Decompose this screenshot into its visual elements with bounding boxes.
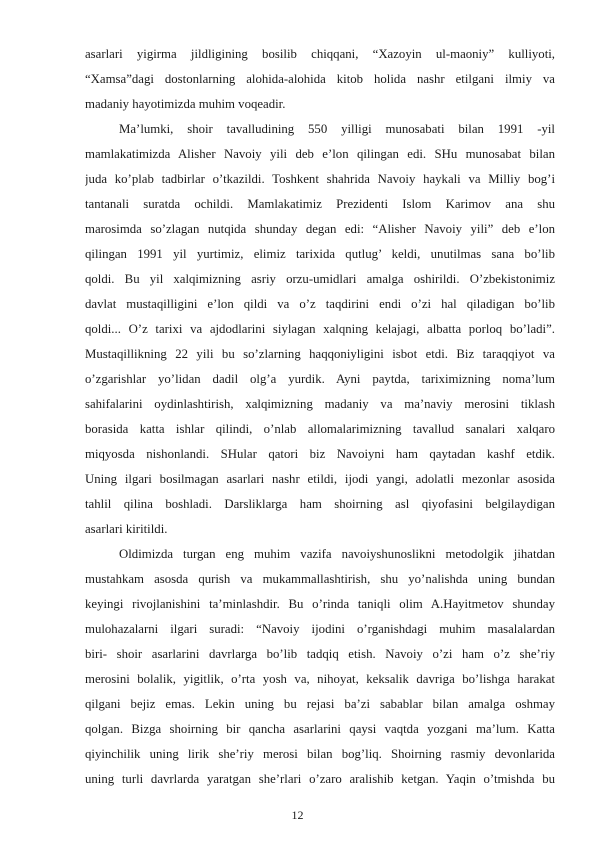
text-line: madaniy hayotimizda muhim voqeadir. [85,97,286,111]
text-line: Oldimizda turgan eng muhim vazifa navoiyshunoslikni metodolgik jihatdan [119,547,555,561]
text-line: marosimda so’zlagan nutqida shunday degan edi: “Alisher Navoiy yili” deb e’lon [85,222,555,236]
text-line: miqyosda nishonlandi. SHular qatori biz Navoiyni ham qaytadan kashf etdik. [85,447,555,461]
text-line: borasida katta ishlar qilindi, o’nlab allomalarimizning tavallud sanalari xalqaro [85,422,555,436]
text-line: keyingi rivojlanishini ta’minlashdir. Bu o’rinda taniqli olim A.Hayitmetov shunday [85,597,555,611]
text-line: Ma’lumki, shoir tavalludining 550 yilligi munosabati bilan 1991 -yil [119,122,555,136]
text-line: qilingan 1991 yil yurtimiz, elimiz tarixida qutlug’ keldi, unutilmas sana bo’lib [85,247,555,261]
text-line: Mustaqillikning 22 yili bu so’zlarning haqqoniyligini isbot etdi. Biz taraqqiyot va [85,347,555,361]
text-line: qiyinchilik uning lirik she’riy merosi bilan bog’liq. Shoirning rasmiy devonlarida [85,747,555,761]
text-line: Uning ilgari bosilmagan asarlari nashr etildi, ijodi yangi, adolatli mezonlar asosida [85,472,555,486]
text-line: sahifalarini oydinlashtirish, xalqimizning madaniy va ma’naviy merosini tiklash [85,397,555,411]
text-line: merosini bolalik, yigitlik, o’rta yosh va, nihoyat, keksalik davriga bo’lishga harakat [85,672,555,686]
text-line: mulohazalarni ilgari suradi: “Navoiy ijodini o’rganishdagi muhim masalalardan [85,622,555,636]
text-line: uning turli davrlarda yaratgan she’rlari o’zaro aralishib ketgan. Yaqin o’tmishda bu [85,772,555,786]
text-line: qilgani bejiz emas. Lekin uning bu rejasi ba’zi sabablar bilan amalga oshmay [85,697,555,711]
paragraph-3 [85,542,555,792]
text-line: qolgan. Bizga shoirning bir qancha asarlarini qaysi vaqtda yozgani ma’lum. Katta [85,722,555,736]
text-line: qoldi. Bu yil xalqimizning asriy orzu-umidlari amalga oshirildi. O’zbekistonimiz [85,272,555,286]
page-number: 12 [291,808,304,822]
text-line: tahlil qilina boshladi. Darsliklarga ham shoirning asl qiyofasini belgilaydigan [85,497,555,511]
text-line: o’zgarishlar yo’lidan dadil olg’a yurdik. Ayni paytda, tariximizning noma’lum [85,372,555,386]
text-line: asarlari yigirma jildligining bosilib chiqqani, “Xazoyin ul-maoniy” kulliyoti, [85,47,555,61]
page-body [85,42,555,792]
text-line: juda ko’plab tadbirlar o’tkazildi. Toshkent shahrida Navoiy haykali va Milliy bog’i [85,172,555,186]
text-line: mamlakatimizda Alisher Navoiy yili deb e’lon qilingan edi. SHu munosabat bilan [85,147,555,161]
text-line: qoldi... O’z tarixi va ajdodlarini siylagan xalqning kelajagi, albatta porloq bo’ladi”. [85,322,555,336]
text-line: “Xamsa”dagi dostonlarning alohida-alohida kitob holida nashr etilgani ilmiy va [85,72,555,86]
text-line: asarlari kiritildi. [85,522,168,536]
text-line: tantanali suratda ochildi. Mamlakatimiz Prezidenti Islom Karimov ana shu [85,197,555,211]
text-line: biri- shoir asarlarini davrlarga bo’lib tadqiq etish. Navoiy o’zi ham o’z she’riy [85,647,555,661]
text-line: mustahkam asosda qurish va mukammallashtirish, shu yo’nalishda uning bundan [85,572,555,586]
paragraph-2 [85,117,555,542]
text-line: davlat mustaqilligini e’lon qildi va o’z taqdirini endi o’zi hal qiladigan bo’lib [85,297,555,311]
paragraph-1 [85,42,555,117]
